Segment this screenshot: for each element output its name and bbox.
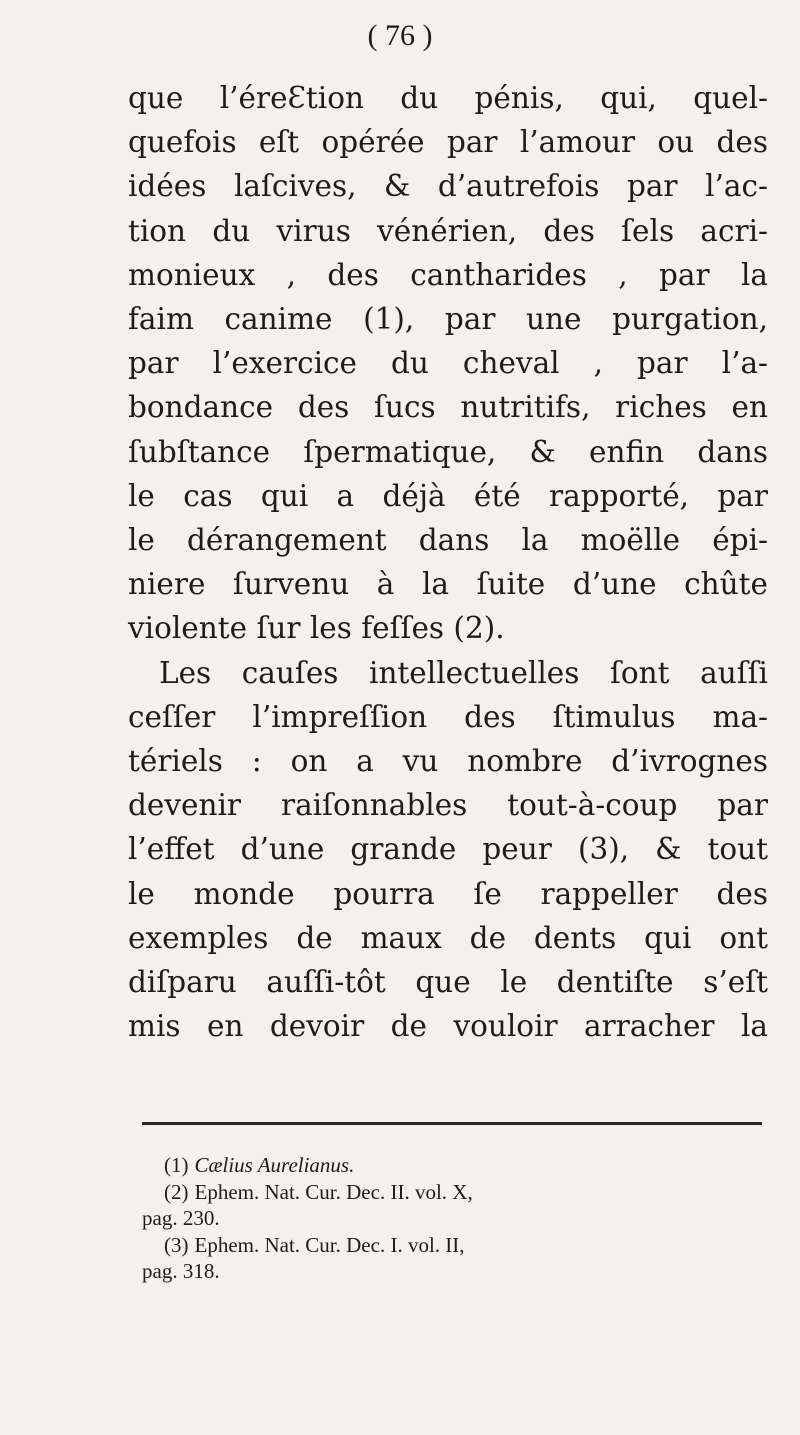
text-line: le monde pourra ſe rappeller des	[128, 876, 768, 911]
text-line: quefois eſt opérée par l’amour ou des	[128, 125, 768, 160]
footnote-1	[142, 1152, 767, 1179]
footnote-mark: (3)	[164, 1232, 189, 1257]
body-text	[128, 76, 768, 1048]
text-line: l’effet d’une grande peur (3), & tout	[128, 832, 768, 867]
text-line: que l’éreƐtion du pénis, qui, quel-	[128, 81, 768, 115]
footnote-text: Ephem. Nat. Cur. Dec. II. vol. X,	[194, 1179, 473, 1204]
footnotes	[142, 1152, 767, 1285]
text-line: le cas qui a déjà été rapporté, par	[128, 478, 768, 513]
footnote-text: Ephem. Nat. Cur. Dec. I. vol. II,	[194, 1232, 465, 1257]
text-line: diſparu auſſi-tôt que le dentiſte s’eſt	[128, 965, 768, 1000]
text-line: exemples de maux de dents qui ont	[128, 920, 768, 955]
text-line: violente ſur les feſſes (2).	[128, 611, 505, 646]
footnote-continuation: pag. 318.	[142, 1259, 220, 1283]
text-line: monieux , des cantharides , par la	[128, 257, 768, 292]
text-line: bondance des ſucs nutritifs, riches en	[128, 390, 768, 425]
text-line: tion du virus vénérien, des ſels acri-	[128, 213, 768, 248]
footnote-mark: (1)	[164, 1153, 189, 1177]
text-line: le dérangement dans la moëlle épi-	[128, 523, 768, 558]
footnote-text: Cælius Aurelianus.	[194, 1153, 355, 1177]
page-number: ( 76 )	[367, 19, 433, 52]
footnote-2	[142, 1179, 767, 1206]
text-line: ſubſtance ſpermatique, & enfin dans	[128, 434, 768, 469]
footnote-continuation: pag. 230.	[142, 1206, 220, 1230]
text-line: faim canime (1), par une purgation,	[128, 302, 768, 337]
text-line: niere ſurvenu à la ſuite d’une chûte	[128, 567, 768, 602]
text-line: ceſſer l’impreſſion des ſtimulus ma-	[128, 699, 768, 734]
text-line: idées laſcives, & d’autrefois par l’ac-	[128, 169, 768, 204]
text-line: par l’exercice du cheval , par l’a-	[128, 346, 768, 381]
text-line: Les cauſes intellectuelles ſont auſſi	[159, 655, 768, 690]
footnote-mark: (2)	[164, 1179, 189, 1204]
text-line: mis en devoir de vouloir arracher la	[128, 1009, 768, 1044]
footnote-3	[142, 1232, 767, 1259]
text-line: devenir raiſonnables tout-à-coup par	[128, 788, 768, 823]
footnote-divider	[142, 1122, 762, 1125]
text-line: tériels : on a vu nombre d’ivrognes	[128, 744, 768, 779]
